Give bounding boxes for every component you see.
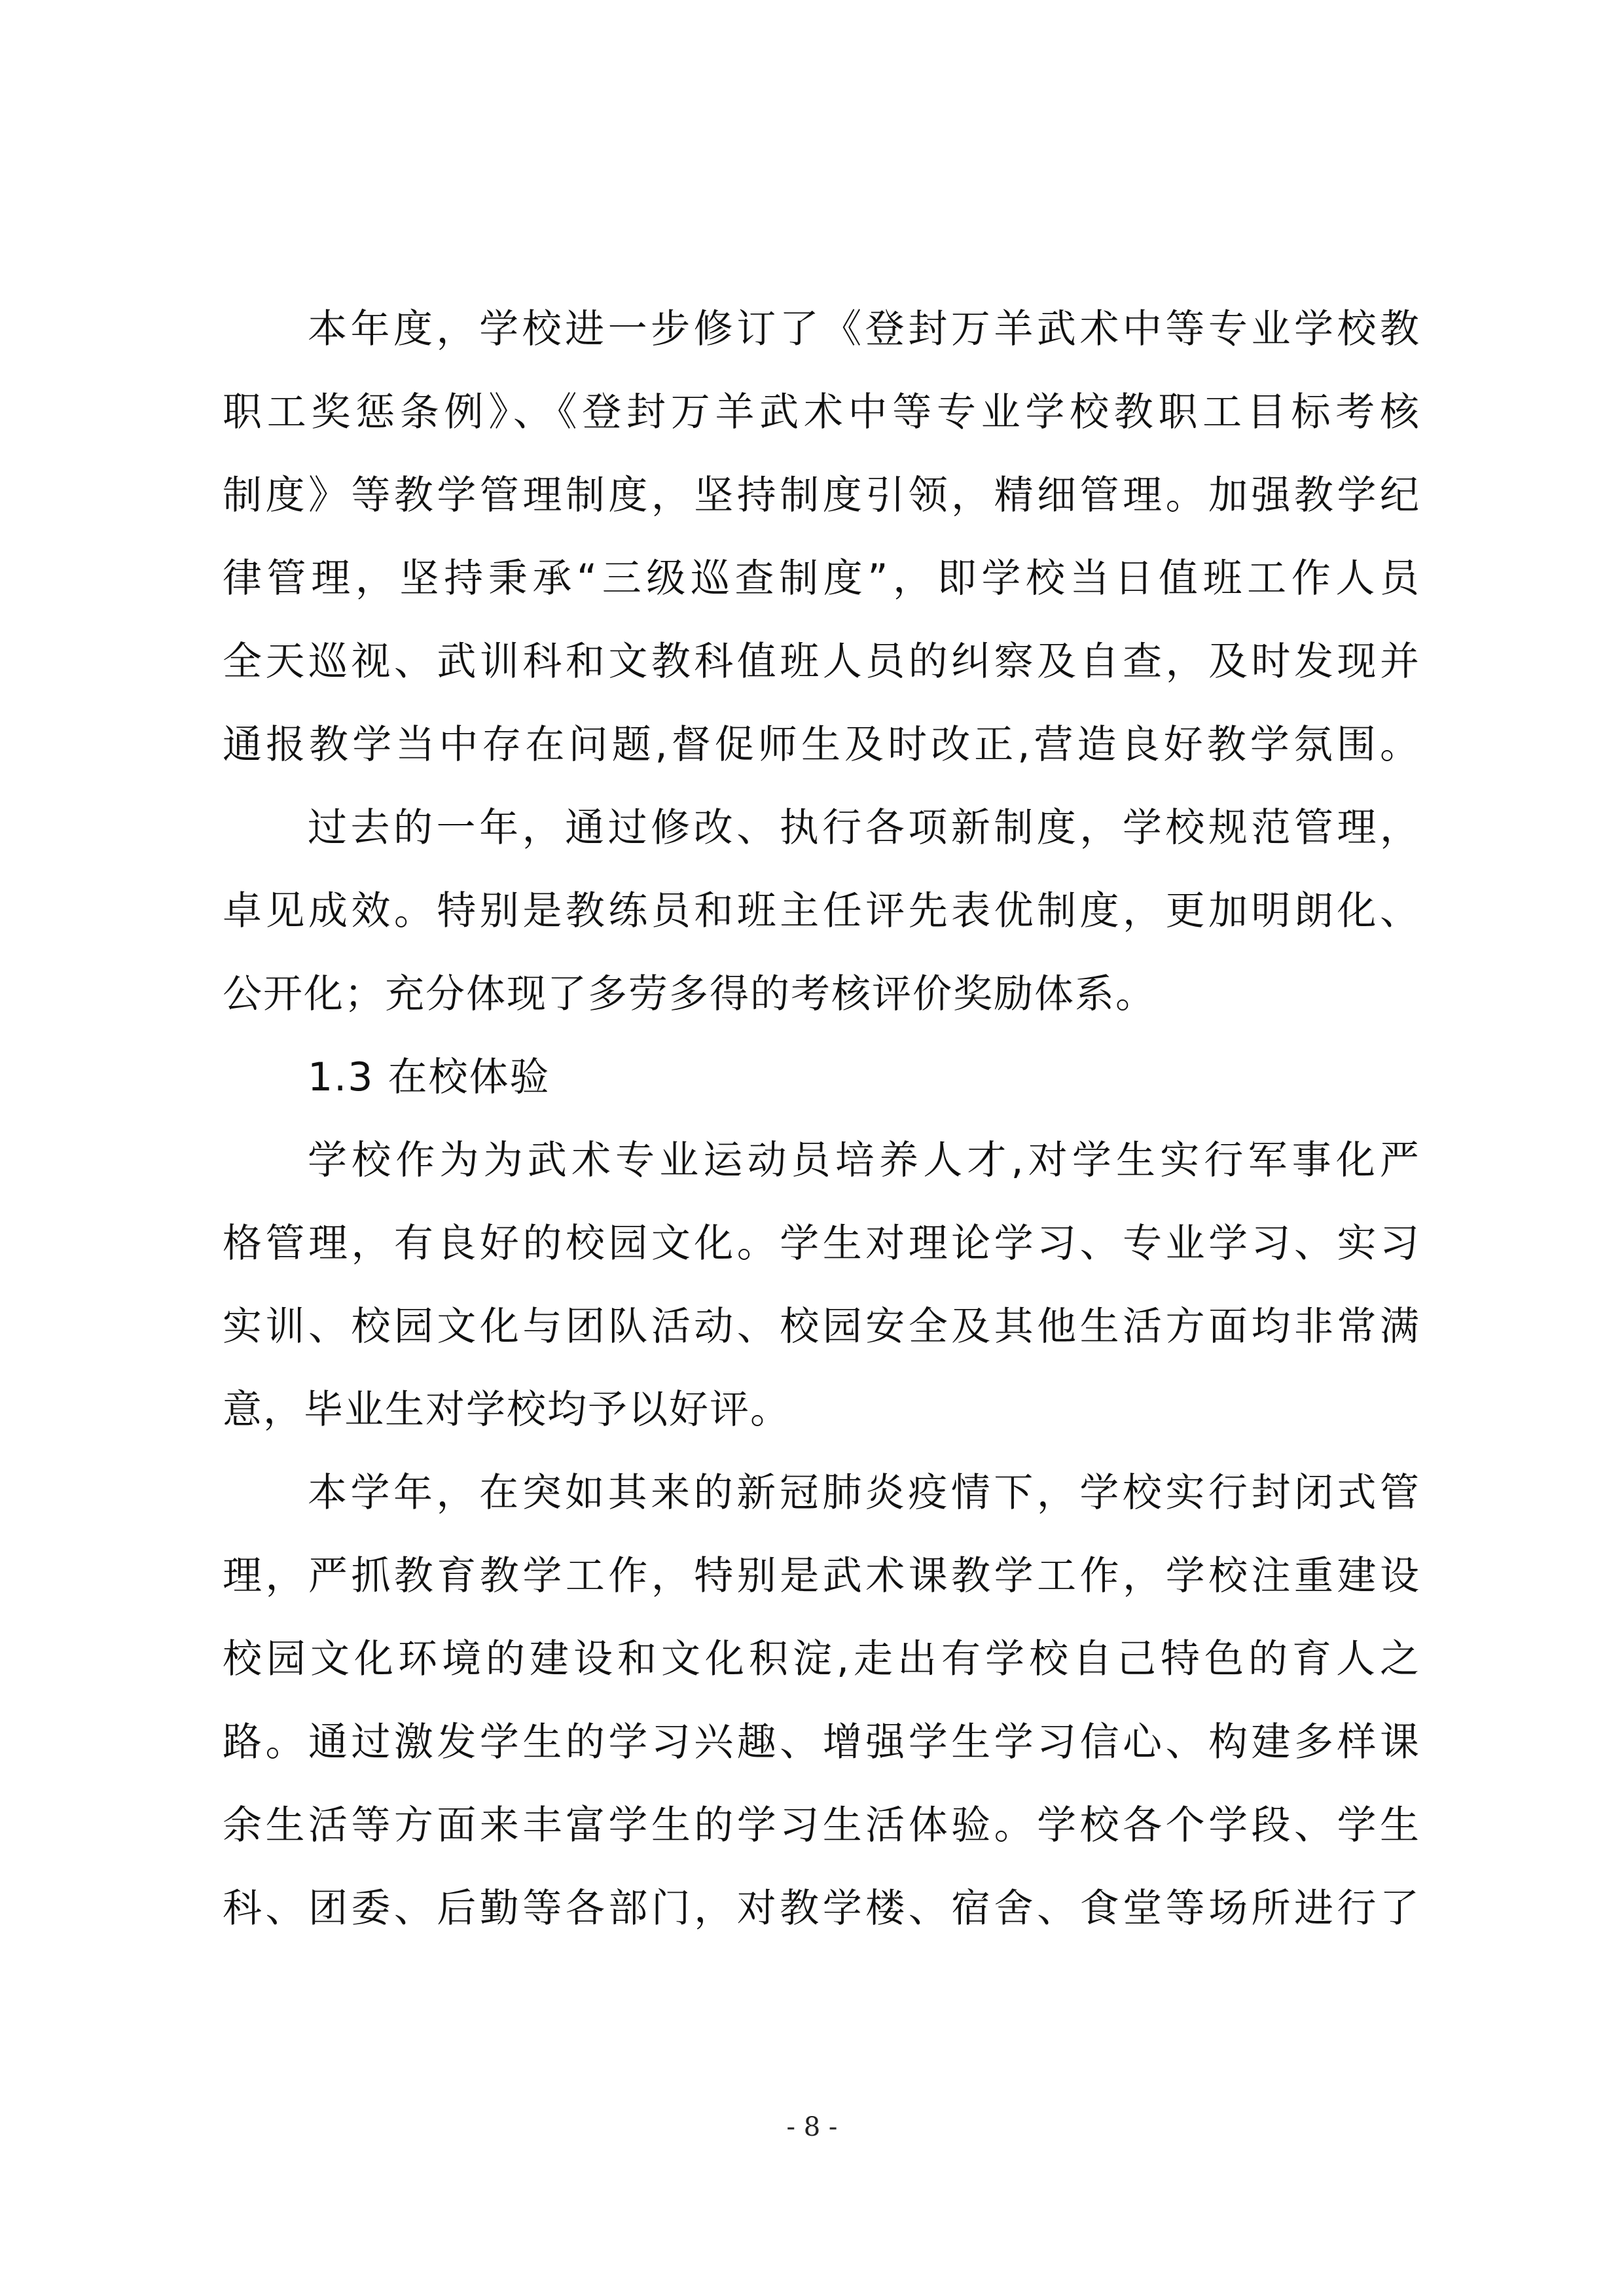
- text-line: 制度》等教学管理制度，坚持制度引领，精细管理。加强教学纪: [223, 473, 1420, 518]
- section-heading: 1.3 在校体验: [308, 1054, 550, 1100]
- text-line: 格管理，有良好的校园文化。学生对理论学习、专业学习、实习: [223, 1221, 1420, 1266]
- text-line: 理，严抓教育教学工作，特别是武术课教学工作，学校注重建设: [223, 1553, 1420, 1599]
- text-line: 过去的一年，通过修改、执行各项新制度，学校规范管理，: [308, 805, 1420, 851]
- text-line: 卓见成效。特别是教练员和班主任评先表优制度，更加明朗化、: [223, 888, 1420, 934]
- text-line: 校园文化环境的建设和文化积淀,走出有学校自己特色的育人之: [223, 1636, 1420, 1682]
- text-line: 学校作为为武术专业运动员培养人才,对学生实行军事化严: [308, 1138, 1420, 1183]
- text-line: 职工奖惩条例》、《登封万羊武术中等专业学校教职工目标考核: [223, 389, 1420, 435]
- text-line: 通报教学当中存在问题,督促师生及时改正,营造良好教学氛围。: [223, 722, 1420, 768]
- text-line: 意，毕业生对学校均予以好评。: [223, 1387, 791, 1433]
- page-number: - 8 -: [786, 2112, 838, 2142]
- text-line: 实训、校园文化与团队活动、校园安全及其他生活方面均非常满: [223, 1304, 1420, 1350]
- text-line: 路。通过激发学生的学习兴趣、增强学生学习信心、构建多样课: [223, 1719, 1420, 1765]
- text-line: 本学年，在突如其来的新冠肺炎疫情下，学校实行封闭式管: [308, 1470, 1420, 1516]
- text-line: 本年度，学校进一步修订了《登封万羊武术中等专业学校教: [308, 306, 1420, 352]
- text-line: 律管理，坚持秉承“三级巡查制度”，即学校当日值班工作人员: [223, 556, 1420, 601]
- text-line: 科、团委、后勤等各部门，对教学楼、宿舍、食堂等场所进行了: [223, 1886, 1420, 1931]
- text-line: 余生活等方面来丰富学生的学习生活体验。学校各个学段、学生: [223, 1803, 1420, 1848]
- text-line: 公开化；充分体现了多劳多得的考核评价奖励体系。: [223, 971, 1156, 1017]
- text-line: 全天巡视、武训科和文教科值班人员的纠察及自查，及时发现并: [223, 639, 1420, 685]
